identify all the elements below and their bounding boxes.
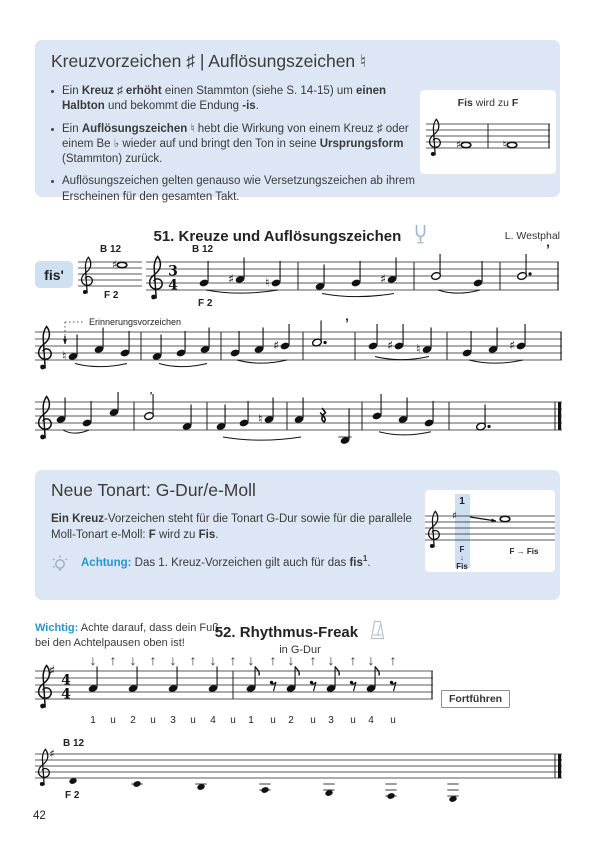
svg-text:4: 4 [61,686,71,703]
svg-text:’: ’ [345,315,349,331]
svg-text:♯: ♯ [380,272,387,286]
svg-text:u: u [350,715,356,726]
info-box-bullets [51,84,419,212]
svg-text:F 2: F 2 [104,290,119,301]
svg-text:u: u [150,715,156,726]
svg-text:u: u [190,715,196,726]
bullet-dot-icon [51,128,54,131]
svg-text:u: u [390,715,396,726]
exercise-52-subtitle: in G-Dur [279,644,321,656]
svg-text:↓: ↓ [327,652,335,668]
info-bullet [51,122,419,168]
svg-text:B 12: B 12 [63,738,85,749]
svg-text:u: u [310,715,316,726]
svg-text:4: 4 [168,277,178,294]
svg-text:↑: ↑ [349,652,357,668]
svg-text:↓: ↓ [89,652,97,668]
svg-text:♯: ♯ [49,746,55,761]
svg-text:↑: ↑ [389,652,397,668]
key-signature-staff [425,490,555,572]
svg-text:1: 1 [248,715,254,726]
exercise-51-title: 51. Kreuze und Auflösungszeichen [153,228,402,245]
svg-text:♮: ♮ [502,139,507,151]
svg-text:♯: ♯ [509,338,516,353]
info-bullet-text: Ein Kreuz ♯ erhöht einen Stammton (siehe S. 14-15) um einen Halbton und bekommt die Endung -is. [62,85,387,113]
svg-text:↓: ↓ [367,652,375,668]
melody-staff-line-3 [35,392,562,454]
svg-text:♯: ♯ [228,272,235,286]
svg-text:↑: ↑ [229,652,237,668]
bullet-dot-icon [51,180,54,183]
exercise-52-title: 52. Rhythmus-Freak [214,624,359,641]
info-bullet-text: Auflösungszeichen gelten genauso wie Versetzungszeichen ab ihrem Erscheinen für den gesamten Takt. [62,175,415,203]
svg-text:u: u [270,715,276,726]
composer-credit: L. Westphal [504,230,560,242]
svg-text:F → Fis: F → Fis [509,547,539,556]
svg-text:F 2: F 2 [65,790,80,801]
svg-text:♯: ♯ [387,338,394,353]
fortfuehren-button[interactable]: Fortführen [441,690,510,708]
svg-text:4: 4 [210,715,216,726]
svg-text:Erinnerungsvorzeichen: Erinnerungsvorzeichen [89,317,182,327]
neue-tonart-title: Neue Tonart: G-Dur/e-Moll [51,480,256,500]
svg-text:↑: ↑ [269,652,277,668]
svg-text:↑: ↑ [149,652,157,668]
svg-text:u: u [110,715,116,726]
svg-text:♯: ♯ [451,510,458,522]
svg-text:♯: ♯ [273,338,280,353]
svg-text:♯: ♯ [111,259,118,271]
svg-text:3: 3 [328,715,334,726]
svg-text:4: 4 [61,672,71,689]
info-bullet [51,84,419,115]
svg-text:3: 3 [170,715,176,726]
svg-text:B 12: B 12 [192,244,214,255]
svg-text:↓: ↓ [247,652,255,668]
fis-intro-staff [78,244,142,306]
info-bullet-text: Ein Auflösungszeichen ♮ hebt die Wirkung von einem Kreuz ♯ oder einem Be ♭ wieder auf und bringt den Ton in seine Ursprungsform (Stammton) zurück. [62,122,409,166]
neue-tonart-box [35,470,560,600]
svg-text:↓: ↓ [287,652,295,668]
melody-staff-line-1 [146,240,559,312]
svg-text:↑: ↑ [189,652,197,668]
svg-text:↑: ↑ [109,652,117,668]
bullet-dot-icon [51,90,54,93]
neue-tonart-paragraph: Ein Kreuz-Vorzeichen steht für die Tonart G-Dur sowie für die parallele Moll-Tonart e-Moll: F wird zu Fis. [51,513,412,541]
svg-text:F: F [459,545,465,554]
fis-note-chip: fis' [35,261,73,288]
metronome-icon [370,620,385,644]
svg-text:’: ’ [149,392,153,403]
achtung-text: Achtung: Das 1. Kreuz-Vorzeichen gilt auch für das fis$^1$. [81,554,371,569]
svg-text:u: u [230,715,236,726]
svg-text:1: 1 [90,715,96,726]
svg-text:F 2: F 2 [198,298,213,309]
svg-text:↓: ↓ [169,652,177,668]
rhythm-staff [35,645,433,729]
info-box-title: Kreuzvorzeichen ♯ | Auflösungszeichen ♮ [51,51,367,71]
svg-text:↓: ↓ [129,652,137,668]
svg-text:B 12: B 12 [100,244,122,255]
svg-text:2: 2 [288,715,294,726]
svg-text:♯: ♯ [455,139,462,151]
melody-staff-line-2 [35,312,562,386]
svg-text:↓: ↓ [460,555,464,562]
svg-text:4: 4 [368,715,374,726]
fis-wird-zu-f-card-title: Fis wird zu F [457,97,519,109]
info-box [35,40,560,203]
svg-text:♯: ♯ [48,663,56,679]
fis-wird-zu-f-staff [426,112,550,162]
svg-text:↓: ↓ [209,652,217,668]
wichtig-note: Wichtig: Achte darauf, dass dein Fuß bei den Achtelpausen oben ist! [35,622,219,649]
key-signature-card [425,490,555,572]
svg-text:Fis: Fis [456,562,468,571]
fis-wird-zu-f-card [420,90,556,174]
page-number: 42 [33,810,46,822]
svg-text:♮: ♮ [265,275,270,290]
lightbulb-icon [51,554,69,579]
svg-text:’: ’ [546,241,550,257]
svg-text:↑: ↑ [309,652,317,668]
svg-text:2: 2 [130,715,136,726]
svg-text:♮: ♮ [258,412,263,426]
svg-text:1: 1 [459,496,465,507]
svg-text:♮: ♮ [62,349,67,363]
exercise-52-heading [150,620,450,644]
svg-text:♮: ♮ [416,342,421,356]
achtung-row [51,554,431,579]
scale-staff [35,738,562,804]
svg-text:3: 3 [168,263,178,280]
info-bullet [51,174,419,205]
